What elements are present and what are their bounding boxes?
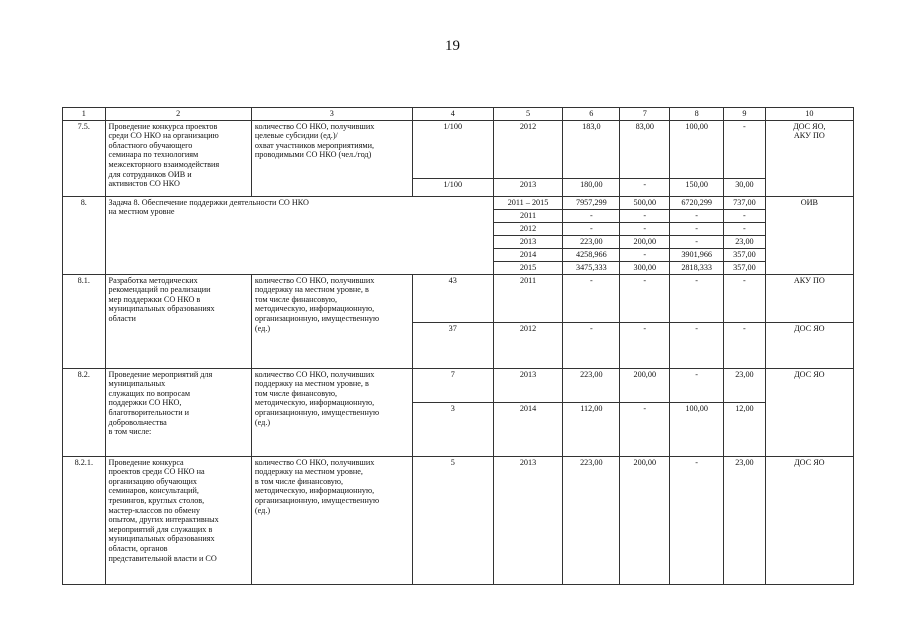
regional-cell: 6720,299 — [670, 196, 724, 209]
year-cell: 2011 — [493, 274, 563, 322]
column-header: 6 — [563, 108, 620, 121]
year-cell: 2014 — [493, 402, 563, 456]
executor-cell: ОИВ — [765, 196, 853, 274]
indicator-value: 1/100 — [412, 178, 493, 196]
other-cell: 737,00 — [724, 196, 766, 209]
federal-cell: 83,00 — [620, 120, 670, 178]
regional-cell: - — [670, 209, 724, 222]
table-row — [63, 196, 854, 209]
other-cell: 357,00 — [724, 248, 766, 261]
regional-cell: - — [670, 222, 724, 235]
federal-cell: - — [620, 209, 670, 222]
row-number: 8.1. — [63, 274, 106, 368]
year-cell: 2013 — [493, 235, 563, 248]
year-cell: 2011 – 2015 — [493, 196, 563, 209]
row-number: 8.2. — [63, 368, 106, 456]
other-cell: 30,00 — [724, 178, 766, 196]
indicator-text: количество СО НКО, получивших поддержку на местном уровне, в том числе финансовую, методическую, информационную, организационную, имущественную (ед.) — [251, 368, 412, 456]
other-cell: 23,00 — [724, 368, 766, 402]
year-cell: 2013 — [493, 368, 563, 402]
regional-cell: 100,00 — [670, 402, 724, 456]
regional-cell: - — [670, 274, 724, 322]
total-cell: 223,00 — [563, 368, 620, 402]
regional-cell: 100,00 — [670, 120, 724, 178]
indicator-value: 3 — [412, 402, 493, 456]
row-number: 7.5. — [63, 120, 106, 196]
federal-cell: - — [620, 402, 670, 456]
row-number: 8. — [63, 196, 106, 274]
activity-title: Проведение конкурса проектов среди СО НКО на организацию обучающих семинаров, консультаций, тренингов, круглых столов, мастер-классов по обмену опытом, других интерактивных мероприятий для служащих в муниципальных образованиях области, органов представительной власти и СО — [105, 456, 251, 584]
total-cell: - — [563, 274, 620, 322]
executor-cell: ДОС ЯО — [765, 368, 853, 456]
year-cell: 2012 — [493, 120, 563, 178]
column-header: 7 — [620, 108, 670, 121]
total-cell: - — [563, 209, 620, 222]
year-cell: 2013 — [493, 456, 563, 584]
executor-cell: ДОС ЯО — [765, 322, 853, 368]
year-cell: 2013 — [493, 178, 563, 196]
total-cell: 3475,333 — [563, 261, 620, 274]
executor-cell: ДОС ЯО — [765, 456, 853, 584]
federal-cell: 300,00 — [620, 261, 670, 274]
regional-cell: - — [670, 368, 724, 402]
other-cell: - — [724, 274, 766, 322]
column-header: 4 — [412, 108, 493, 121]
indicator-value: 37 — [412, 322, 493, 368]
year-cell: 2011 — [493, 209, 563, 222]
page-number: 19 — [445, 38, 460, 54]
total-cell: 223,00 — [563, 456, 620, 584]
federal-cell: - — [620, 274, 670, 322]
column-header: 9 — [724, 108, 766, 121]
total-cell: 183,0 — [563, 120, 620, 178]
federal-cell: - — [620, 248, 670, 261]
indicator-value: 43 — [412, 274, 493, 322]
federal-cell: - — [620, 178, 670, 196]
other-cell: 23,00 — [724, 456, 766, 584]
row-number: 8.2.1. — [63, 456, 106, 584]
year-cell: 2015 — [493, 261, 563, 274]
federal-cell: 500,00 — [620, 196, 670, 209]
federal-cell: - — [620, 322, 670, 368]
year-cell: 2014 — [493, 248, 563, 261]
federal-cell: 200,00 — [620, 235, 670, 248]
column-header: 2 — [105, 108, 251, 121]
program-table — [62, 107, 854, 585]
federal-cell: 200,00 — [620, 368, 670, 402]
task-title: Задача 8. Обеспечение поддержки деятельности СО НКО на местном уровне — [105, 196, 493, 274]
federal-cell: 200,00 — [620, 456, 670, 584]
executor-cell: ДОС ЯО, АКУ ПО — [765, 120, 853, 196]
header-row — [63, 108, 854, 121]
column-header: 8 — [670, 108, 724, 121]
indicator-value: 1/100 — [412, 120, 493, 178]
other-cell: 357,00 — [724, 261, 766, 274]
total-cell: 7957,299 — [563, 196, 620, 209]
other-cell: 12,00 — [724, 402, 766, 456]
activity-title: Проведение конкурса проектов среди СО НКО на организацию областного обучающего семинара по технологиям межсекторного взаимодействия для сотрудников ОИВ и активистов СО НКО — [105, 120, 251, 196]
regional-cell: 150,00 — [670, 178, 724, 196]
indicator-text: количество СО НКО, получивших целевые субсидии (ед.)/ охват участников мероприятиями, проводимыми СО НКО (чел./год) — [251, 120, 412, 196]
indicator-value: 5 — [412, 456, 493, 584]
other-cell: 23,00 — [724, 235, 766, 248]
total-cell: - — [563, 222, 620, 235]
column-header: 3 — [251, 108, 412, 121]
total-cell: 112,00 — [563, 402, 620, 456]
regional-cell: 2818,333 — [670, 261, 724, 274]
table-row — [63, 120, 854, 178]
total-cell: 223,00 — [563, 235, 620, 248]
other-cell: - — [724, 120, 766, 178]
column-header: 1 — [63, 108, 106, 121]
federal-cell: - — [620, 222, 670, 235]
year-cell: 2012 — [493, 322, 563, 368]
table-row — [63, 274, 854, 322]
table-row — [63, 456, 854, 584]
indicator-value: 7 — [412, 368, 493, 402]
indicator-text: количество СО НКО, получивших поддержку на местном уровне, в том числе финансовую, методическую, информационную, организационную, имущественную (ед.) — [251, 456, 412, 584]
total-cell: 4258,966 — [563, 248, 620, 261]
executor-cell: АКУ ПО — [765, 274, 853, 322]
other-cell: - — [724, 322, 766, 368]
year-cell: 2012 — [493, 222, 563, 235]
column-header: 5 — [493, 108, 563, 121]
activity-title: Проведение мероприятий для муниципальных служащих по вопросам поддержки СО НКО, благотворительности и добровольчества в том числе: — [105, 368, 251, 456]
other-cell: - — [724, 209, 766, 222]
regional-cell: - — [670, 456, 724, 584]
regional-cell: - — [670, 235, 724, 248]
table-row — [63, 368, 854, 402]
indicator-text: количество СО НКО, получивших поддержку на местном уровне, в том числе финансовую, методическую, информационную, организационную, имущественную (ед.) — [251, 274, 412, 368]
other-cell: - — [724, 222, 766, 235]
regional-cell: 3901,966 — [670, 248, 724, 261]
total-cell: 180,00 — [563, 178, 620, 196]
total-cell: - — [563, 322, 620, 368]
column-header: 10 — [765, 108, 853, 121]
regional-cell: - — [670, 322, 724, 368]
activity-title: Разработка методических рекомендаций по реализации мер поддержки СО НКО в муниципальных образованиях области — [105, 274, 251, 368]
